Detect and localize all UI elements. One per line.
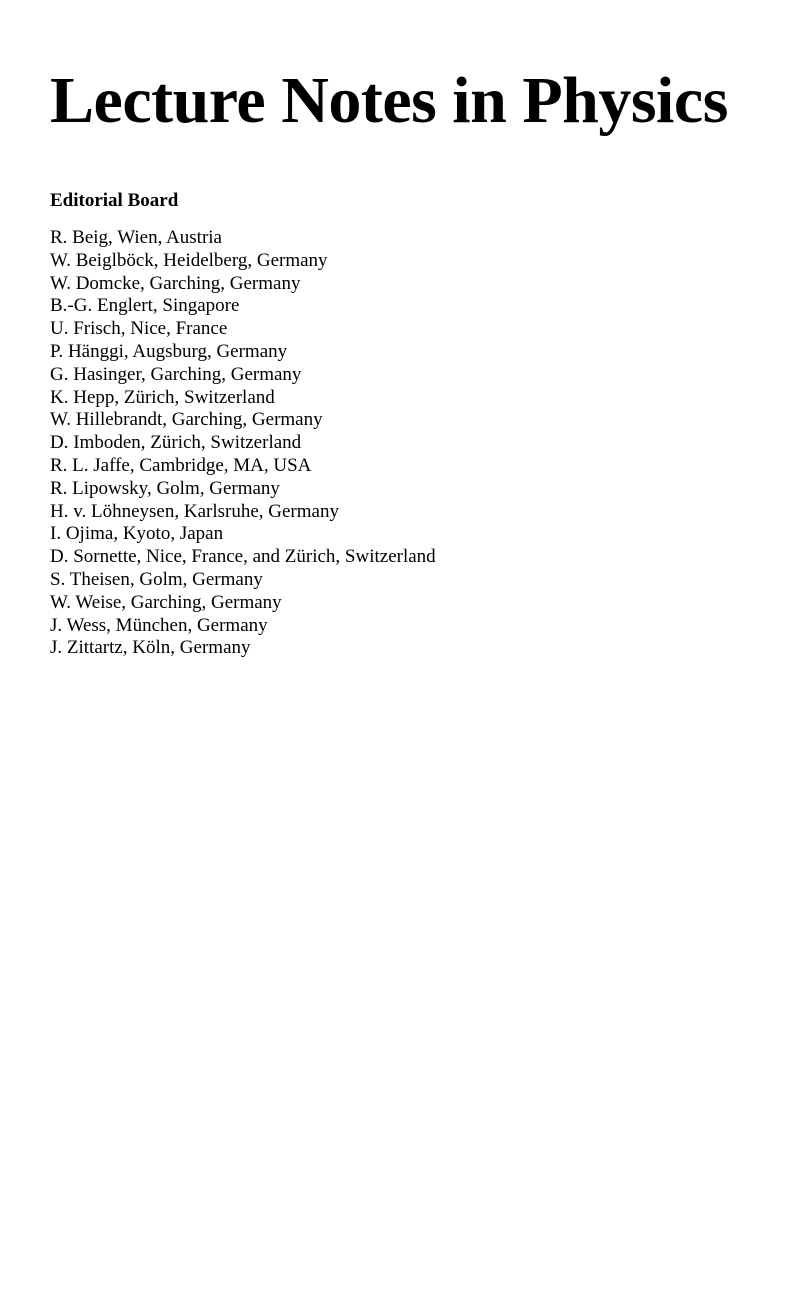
board-member: W. Beiglböck, Heidelberg, Germany [50, 249, 328, 271]
board-member: D. Sornette, Nice, France, and Zürich, Switzerland [50, 546, 436, 568]
board-member: W. Weise, Garching, Germany [50, 591, 282, 613]
board-member: R. Beig, Wien, Austria [50, 227, 222, 248]
board-member: U. Frisch, Nice, France [50, 318, 228, 340]
board-member: W. Hillebrandt, Garching, Germany [50, 409, 323, 431]
board-member: I. Ojima, Kyoto, Japan [50, 523, 224, 545]
board-member: W. Domcke, Garching, Germany [50, 272, 301, 294]
board-member: B.-G. Englert, Singapore [50, 295, 240, 317]
board-member: P. Hänggi, Augsburg, Germany [50, 340, 288, 362]
series-title: Lecture Notes in Physics [50, 64, 728, 137]
board-member: R. L. Jaffe, Cambridge, MA, USA [50, 454, 312, 476]
board-member: D. Imboden, Zürich, Switzerland [50, 432, 302, 454]
board-member: K. Hepp, Zürich, Switzerland [50, 386, 275, 408]
board-member: H. v. Löhneysen, Karlsruhe, Germany [50, 500, 339, 522]
board-member: R. Lipowsky, Golm, Germany [50, 477, 280, 499]
board-member: G. Hasinger, Garching, Germany [50, 363, 302, 385]
board-member: J. Wess, München, Germany [50, 614, 268, 636]
board-member: S. Theisen, Golm, Germany [50, 568, 263, 590]
editorial-board-list [50, 227, 436, 660]
editorial-board-heading: Editorial Board [50, 190, 179, 211]
board-member: J. Zittartz, Köln, Germany [50, 637, 251, 659]
